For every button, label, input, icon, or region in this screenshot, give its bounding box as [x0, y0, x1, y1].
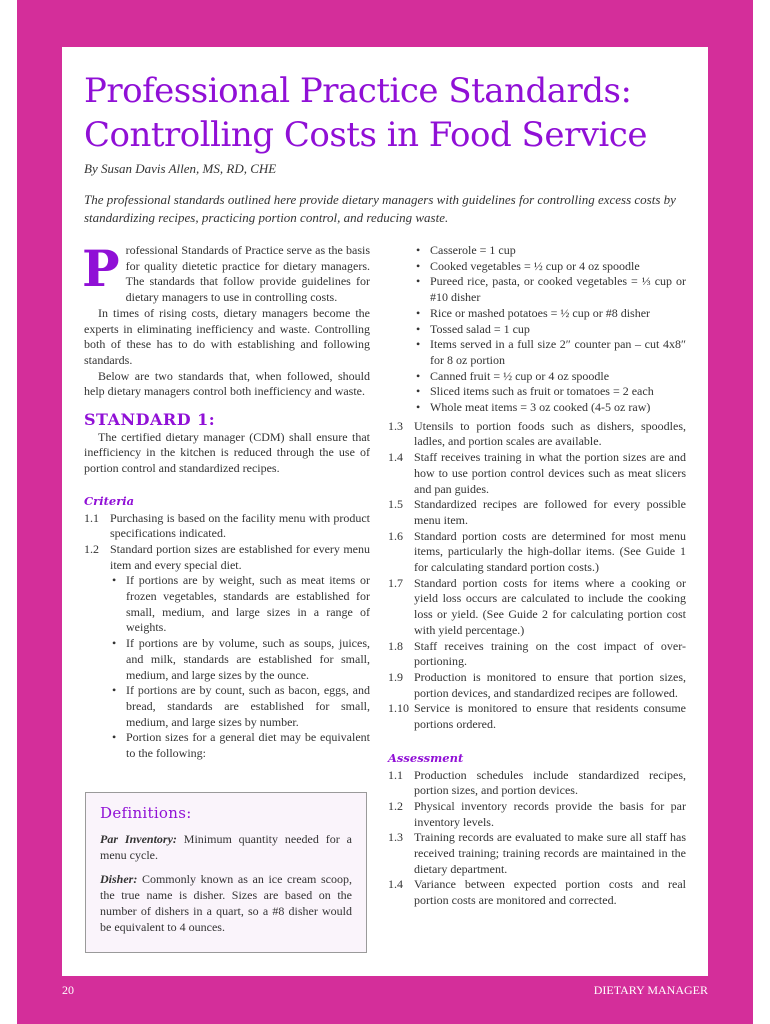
equivalent-text: Cooked vegetables = ½ cup or 4 oz spoodle — [430, 258, 640, 273]
assessment-number: 1.3 — [388, 830, 403, 845]
equivalent-item — [414, 322, 686, 338]
bullet-icon: • — [416, 258, 421, 273]
bullet-item — [110, 730, 370, 761]
equivalent-item — [414, 274, 686, 305]
byline: By Susan Davis Allen, MS, RD, CHE — [84, 161, 277, 176]
criteria-number: 1.8 — [388, 638, 403, 653]
paragraph-rising-costs: In times of rising costs, dietary managers become the experts in eliminating inefficiency and waste. Controlling both of these has to do with establishing and following standards. — [84, 305, 370, 367]
criteria-number: 1.4 — [388, 450, 403, 465]
left-column — [82, 239, 370, 762]
definition-term: Par Inventory: — [100, 832, 177, 846]
equivalent-item — [414, 369, 686, 385]
assessment-item — [388, 768, 686, 799]
criteria-heading: Criteria — [84, 493, 135, 508]
standard-1-statement: The certified dietary manager (CDM) shall ensure that inefficiency in the kitchen is reduced through the use of portion control and standardized recipes. — [84, 429, 370, 476]
bullet-icon: • — [416, 274, 421, 289]
bullet-icon: • — [416, 321, 421, 336]
assessment-item — [388, 799, 686, 830]
criteria-text: Purchasing is based on the facility menu with product specifications indicated. — [110, 510, 370, 541]
bullet-icon: • — [416, 368, 421, 383]
bullet-text: If portions are by volume, such as soups, juices, and milk, standards are established for small, medium, and large sizes by the ounce. — [126, 636, 370, 682]
criteria-number: 1.5 — [388, 497, 403, 512]
equivalent-text: Items served in a full size 2″ counter pan – cut 4x8″ for 8 oz portion — [430, 337, 686, 367]
assessment-text: Physical inventory records provide the basis for par inventory levels. — [414, 798, 686, 829]
criteria-text: Standard portion sizes are established for every menu item and every special diet. — [110, 541, 370, 572]
criteria-text: Standard portion costs for items where a cooking or yield loss occurs are calculated to include the cooking loss or yield. (See Guide 2 for calculating portion cost with yield percentage.) — [414, 575, 686, 637]
title-line-2: Controlling Costs in Food Service — [84, 115, 647, 155]
portion-size-bullets — [110, 573, 370, 761]
equivalent-text: Sliced items such as fruit or tomatoes = 2 each — [430, 384, 654, 399]
lead-paragraph — [82, 239, 370, 306]
assessment-number: 1.1 — [388, 767, 403, 782]
title-line-1: Professional Practice Standards: — [84, 71, 632, 111]
criteria-text: Staff receives training on the cost impact of over-portioning. — [414, 638, 686, 669]
assessment-text: Production schedules include standardized recipes, portion sizes, and portion devices. — [414, 767, 686, 798]
criteria-number: 1.7 — [388, 575, 403, 590]
drop-cap: P — [82, 239, 120, 298]
assessment-item — [388, 877, 686, 908]
bullet-item — [110, 636, 370, 683]
definition-disher — [100, 871, 352, 935]
assessment-text: Training records are evaluated to make sure all staff has received training; training records are maintained in the dietary department. — [414, 830, 686, 876]
definition-term: Disher: — [100, 872, 138, 886]
bullet-icon: • — [112, 683, 117, 698]
criteria-item — [84, 542, 370, 573]
right-column — [388, 243, 686, 909]
bullet-text: Portion sizes for a general diet may be equivalent to the following: — [126, 730, 370, 761]
bullet-text: If portions are by count, such as bacon, eggs, and bread, standards are established for small, medium, and large sizes by number. — [126, 683, 370, 729]
bullet-icon: • — [112, 573, 117, 588]
bullet-item — [110, 683, 370, 730]
definitions-sidebar — [85, 792, 367, 953]
assessment-number: 1.2 — [388, 798, 403, 813]
equivalent-item — [414, 306, 686, 322]
criteria-number: 1.2 — [84, 541, 99, 556]
criteria-number: 1.3 — [388, 418, 403, 433]
definition-par-inventory — [100, 831, 352, 863]
page-number: 20 — [62, 983, 74, 997]
criteria-item — [388, 639, 686, 670]
paragraph-two-standards: Below are two standards that, when followed, should help dietary managers control both inefficiency and waste. — [84, 368, 370, 399]
equivalent-text: Tossed salad = 1 cup — [430, 321, 530, 336]
equivalent-item — [414, 400, 686, 416]
assessment-number: 1.4 — [388, 877, 403, 892]
definition-text: Minimum quantity needed for a menu cycle. — [100, 832, 352, 862]
bullet-item — [110, 573, 370, 636]
criteria-item — [84, 511, 370, 542]
criteria-number: 1.1 — [84, 510, 99, 525]
equivalent-text: Pureed rice, pasta, or cooked vegetables = ⅓ cup or #10 disher — [430, 274, 686, 305]
criteria-item — [388, 450, 686, 497]
bullet-icon: • — [112, 636, 117, 651]
criteria-text: Standard portion costs are determined for most menu items, particularly the high-dollar items. (See Guide 1 for calculating standard portion costs.) — [414, 528, 686, 575]
criteria-number: 1.10 — [388, 701, 409, 716]
bullet-icon: • — [416, 337, 421, 352]
criteria-item — [388, 497, 686, 528]
criteria-text: Standardized recipes are followed for every possible menu item. — [414, 497, 686, 527]
assessment-text: Variance between expected portion costs and real portion costs are monitored and corrected. — [414, 877, 686, 908]
assessment-item — [388, 830, 686, 877]
criteria-text: Utensils to portion foods such as dishers, spoodles, ladles, and portion scales are available. — [414, 418, 686, 449]
lead-paragraph-text: rofessional Standards of Practice serve as the basis for quality dietetic practice for dietary managers. The standards that follow provide guidelines for dietary managers to use in controlling costs. — [125, 243, 370, 305]
definitions-heading: Definitions: — [100, 804, 192, 822]
bullet-icon: • — [416, 384, 421, 399]
criteria-item — [388, 576, 686, 639]
equivalent-text: Casserole = 1 cup — [430, 243, 516, 257]
equivalent-text: Whole meat items = 3 oz cooked (4-5 oz raw) — [430, 400, 651, 415]
criteria-item — [388, 670, 686, 701]
article-title — [84, 69, 694, 157]
criteria-number: 1.9 — [388, 669, 403, 684]
publication-name: DIETARY MANAGER — [593, 983, 708, 997]
bullet-icon: • — [112, 730, 117, 745]
bullet-icon: • — [416, 243, 421, 257]
bullet-icon: • — [416, 400, 421, 415]
assessment-heading: Assessment — [388, 750, 464, 765]
criteria-text: Production is monitored to ensure that portion sizes, portion devices, and standardized recipes are followed. — [414, 669, 686, 700]
bullet-icon: • — [416, 305, 421, 320]
equivalent-item — [414, 259, 686, 275]
equivalent-text: Canned fruit = ½ cup or 4 oz spoodle — [430, 368, 610, 383]
article-page — [62, 47, 708, 976]
intro-deck: The professional standards outlined here provide dietary managers with guidelines for controlling excess costs by standardizing recipes, practicing portion control, and reducing waste. — [84, 192, 676, 225]
criteria-text: Staff receives training in what the portion sizes are and how to use portion control devices such as meat slicers and pan guides. — [414, 450, 686, 496]
equivalent-text: Rice or mashed potatoes = ½ cup or #8 disher — [430, 305, 651, 320]
criteria-text: Service is monitored to ensure that residents consume portions ordered. — [414, 701, 686, 732]
equivalent-item — [414, 243, 686, 259]
criteria-number: 1.6 — [388, 528, 403, 543]
portion-equivalents-list — [414, 243, 686, 416]
standard-1-heading: STANDARD 1: — [84, 410, 216, 430]
equivalent-item — [414, 337, 686, 368]
bullet-text: If portions are by weight, such as meat items or frozen vegetables, standards are established for small, medium, and large sizes in a range of weights. — [126, 573, 370, 635]
equivalent-item — [414, 384, 686, 400]
criteria-item — [388, 701, 686, 732]
criteria-item — [388, 529, 686, 576]
criteria-item — [388, 419, 686, 450]
definition-text: Commonly known as an ice cream scoop, the true name is disher. Sizes are based on the number of dishers in a quart, so a #8 disher would be equivalent to 4 ounces. — [100, 872, 352, 934]
